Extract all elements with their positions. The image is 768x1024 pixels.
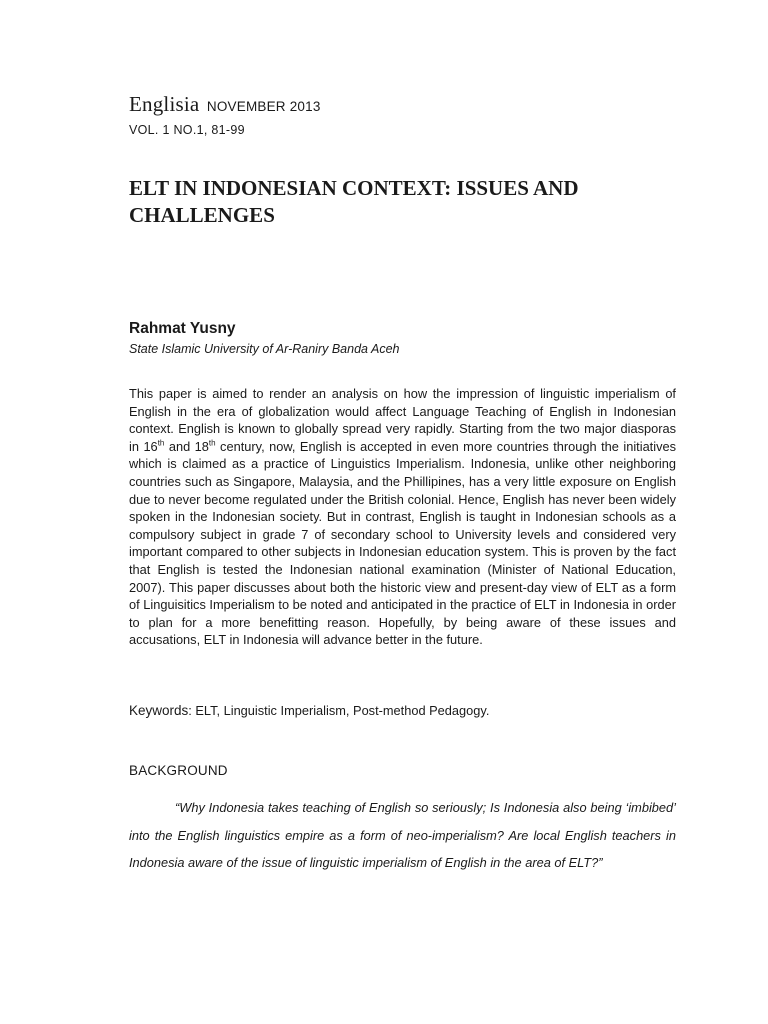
keywords-label: Keywords	[129, 703, 189, 718]
paper-page	[129, 0, 676, 1024]
ordinal-superscript-1: th	[157, 438, 165, 448]
author-affiliation: State Islamic University of Ar-Raniry Banda Aceh	[129, 342, 400, 356]
author-name: Rahmat Yusny	[129, 320, 236, 337]
abstract-text-part-2: and 18	[164, 438, 209, 454]
journal-name: Englisia	[129, 92, 200, 116]
abstract-text-part-3: century, now, English is accepted in even more countries through the initiatives which is claimed as a practice of Linguistics Imperialism. Indonesia, unlike other neighboring countries such as Singapore, Malaysia, and the Phillipines, has a very little exposure on English due to never become regulated under the British colonial. Hence, English has never been widely spoken in the Indonesian society. But in contrast, English is taught in Indonesian schools as a compulsory subject in grade 7 of secondary school to University levels and considered very important compared to other subjects in Indonesian education system. This is proven by the fact that English is tested the Indonesian national examination (Minister of National Education, 2007). This paper discusses about both the historic view and present-day view of ELT as a form of Linguisitics Imperialism to be noted and anticipated in the practice of ELT in Indonesia in order to plan for a more benefitting reason. Hopefully, by being aware of these issues and accusations, ELT in Indonesia will advance better in the future.	[129, 438, 676, 648]
opening-quote: “Why Indonesia takes teaching of English so seriously; Is Indonesia also being ‘imbibed’ into the English linguistics empire as a form of neo-imperialism? Are local English teachers in Indonesia aware of the issue of linguistic imperialism of English in the area of ELT?”	[129, 800, 676, 870]
issue-date: NOVEMBER 2013	[206, 99, 321, 114]
article-title: ELT IN INDONESIAN CONTEXT: ISSUES AND CHALLENGES	[129, 176, 579, 227]
ordinal-superscript-2: th	[208, 438, 216, 448]
volume-info: VOL. 1 NO.1, 81-99	[129, 123, 245, 137]
keywords	[129, 703, 489, 718]
keywords-text: : ELT, Linguistic Imperialism, Post-method Pedagogy.	[188, 703, 490, 718]
section-heading-background: BACKGROUND	[129, 763, 228, 778]
abstract	[129, 385, 676, 649]
abstract-text-part-1: This paper is aimed to render an analysis on how the impression of linguistic imperialism of English in the era of globalization would affect Language Teaching of English in Indonesian context. English is known to globally spread very rapidly. Starting from the two major diasporas in 16	[129, 386, 676, 454]
journal-masthead	[129, 92, 321, 117]
